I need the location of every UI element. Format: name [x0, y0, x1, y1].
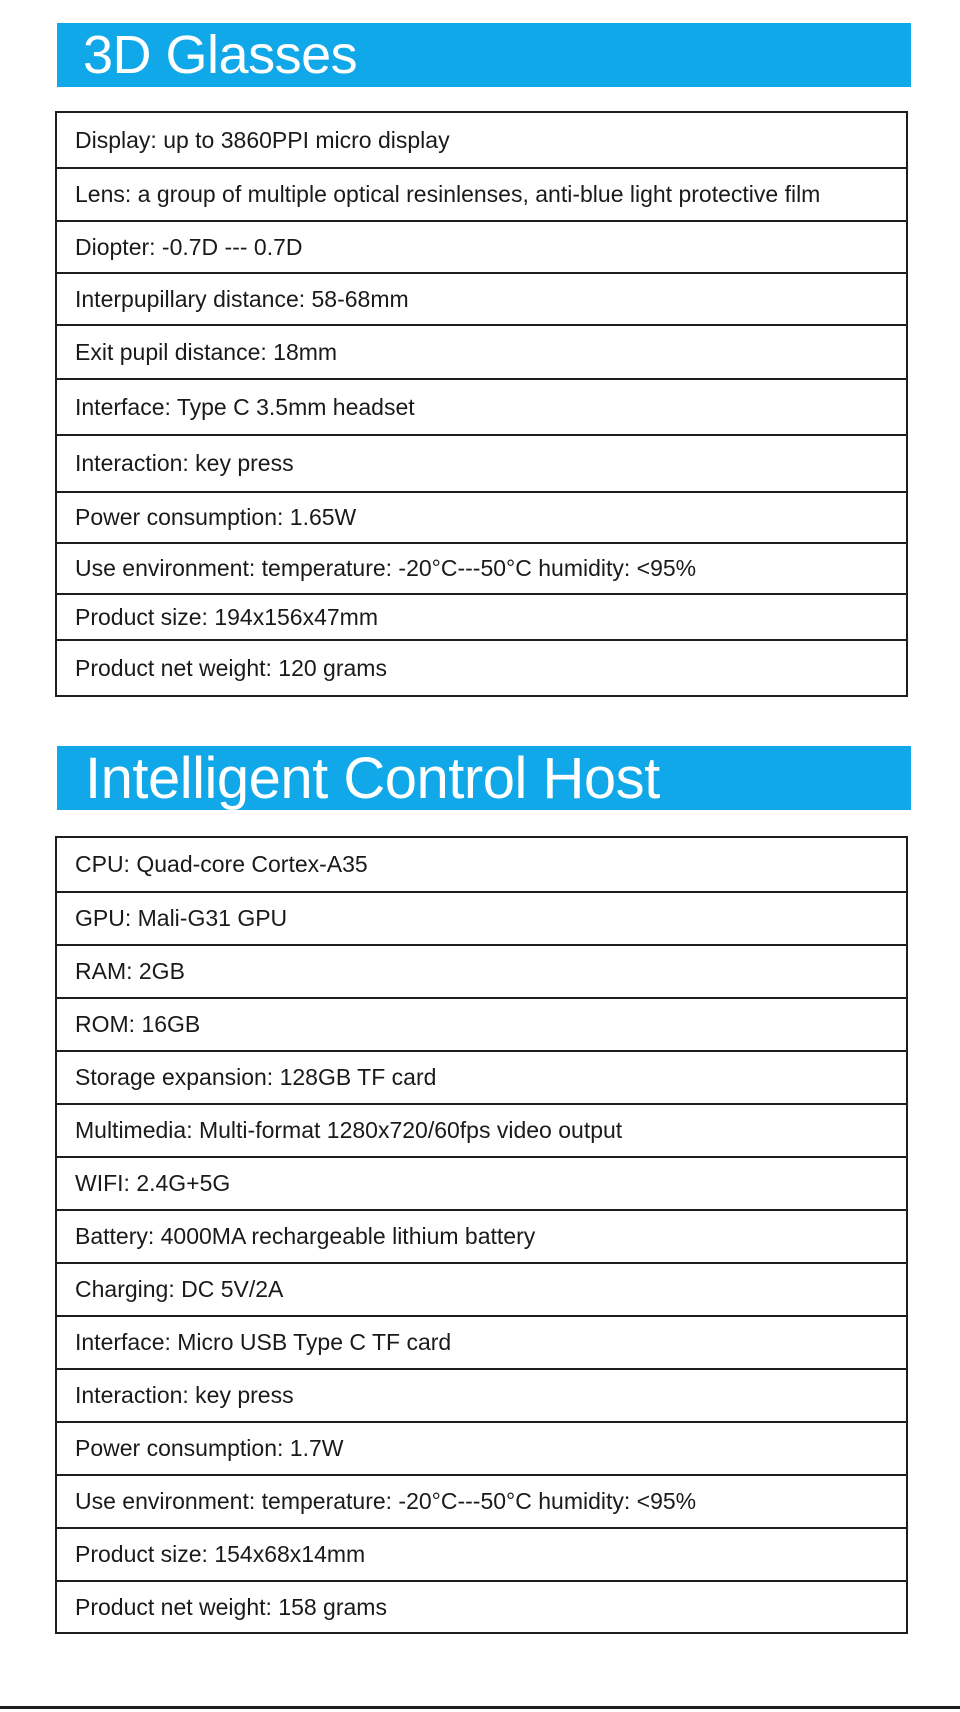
spec-row: Product size: 194x156x47mm: [57, 595, 906, 641]
spec-row: Interpupillary distance: 58-68mm: [57, 274, 906, 326]
spec-row: Display: up to 3860PPI micro display: [57, 113, 906, 169]
spec-row: Use environment: temperature: -20°C---50°C humidity: <95%: [57, 544, 906, 595]
spec-row: RAM: 2GB: [57, 946, 906, 999]
spec-row: Lens: a group of multiple optical resinlenses, anti-blue light protective film: [57, 169, 906, 222]
spec-row: Interface: Micro USB Type C TF card: [57, 1317, 906, 1370]
spec-row: Exit pupil distance: 18mm: [57, 326, 906, 380]
spec-row: Product net weight: 120 grams: [75, 654, 387, 681]
spec-row: Storage expansion: 128GB TF card: [57, 1052, 906, 1105]
spec-row: Power consumption: 1.7W: [57, 1423, 906, 1476]
glasses-spec-table: [55, 111, 908, 697]
spec-row: Interaction: key press: [57, 1370, 906, 1423]
spec-row: Interaction: key press: [57, 436, 906, 493]
spec-row: ROM: 16GB: [57, 999, 906, 1052]
spec-row: Product net weight: 158 grams: [75, 1593, 387, 1620]
spec-row: Use environment: temperature: -20°C---50°C humidity: <95%: [57, 1476, 906, 1529]
spec-row: Interface: Type C 3.5mm headset: [57, 380, 906, 436]
spec-row: Power consumption: 1.65W: [57, 493, 906, 544]
spec-row: Battery: 4000MA rechargeable lithium battery: [57, 1211, 906, 1264]
bottom-divider: [0, 1706, 960, 1709]
spec-row: CPU: Quad-core Cortex-A35: [57, 838, 906, 893]
host-section-title: Intelligent Control Host: [57, 746, 911, 810]
spec-row: WIFI: 2.4G+5G: [57, 1158, 906, 1211]
glasses-section-title: 3D Glasses: [57, 23, 911, 87]
spec-row: GPU: Mali-G31 GPU: [57, 893, 906, 946]
spec-row: Diopter: -0.7D --- 0.7D: [57, 222, 906, 274]
spec-row: Charging: DC 5V/2A: [57, 1264, 906, 1317]
spec-row: Multimedia: Multi-format 1280x720/60fps video output: [57, 1105, 906, 1158]
spec-row: Product size: 154x68x14mm: [57, 1529, 906, 1582]
host-spec-table: [55, 836, 908, 1634]
